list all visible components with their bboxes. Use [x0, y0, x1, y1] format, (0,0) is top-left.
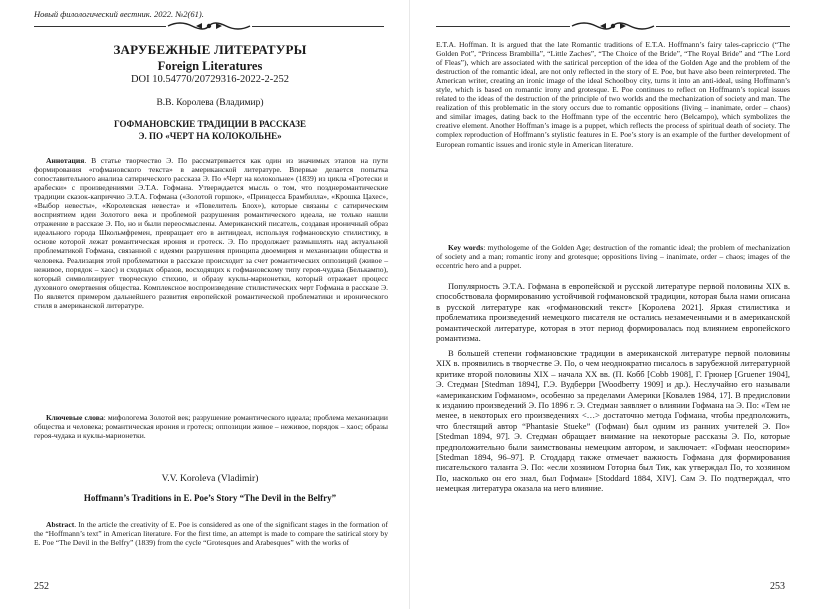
page-gutter	[409, 0, 410, 609]
page-number-left: 252	[34, 581, 49, 592]
keywords-en-label: Key words	[448, 243, 484, 252]
running-head: Новый филологический вестник. 2022. №2(61).	[34, 9, 204, 19]
page-number-right: 253	[770, 581, 785, 592]
abstract-ru-text: . В статье творчество Э. По рассматривается как один из значимых этапов на пути формирования «гофмановского текста» в американской литературе. Впервые делается попытка сопоставительного анализа сатирического рассказа Э. По «Черт на колокольне» (1839) из цикла «Гротески и арабески» с произведениями Э.Т.А. Гофмана. Утверждается мысль о том, что позднеромантические традиции сказок-каприччио Э.Т.А. Гофмана («Золотой горшок», «Принцесса Брамбилла», «Крошка Цахес», «Выбор невесты», «Королевская невеста» и «Повелитель Блох»), которые связаны с сатирическим восприятием идеи Золотого века и проблемой разрушения романтического идеала, не только нашли отражение в рассказе Э. По, но и были переосмыслены. Американский писатель, создавая ироничный образ идеального города Школьмфремен, превращает его в антиидеал, используя гофмановскую стилистику, в основе которой лежат романтическая ирония и гротеск. Э. По продолжает размышлять над актуальной проблематикой Гофмана, связанной с идеями разрушения принципа двоемирия и механизации общества и человека. Реализация этой проблематики в рассказе происходит за счет романтических оппозиций (живое – неживое, порядок – хаос) и сходных образов, восходящих к гофмановскому типу героя-чудака (Белькампо), который символизирует творческую стихию, и образу куклы-марионетки, который отражает процесс духовного омертвения общества. Комплексное воспроизведение стилистических черт Гофмана в рассказе Э. По является примером дальнейшего развития европейской романтической проблематики и иронического стиля в американской литературе.	[34, 156, 388, 310]
doi: DOI 10.54770/20729316-2022-2-252	[130, 74, 290, 85]
section-title-english: Foreign Literatures	[157, 59, 263, 73]
abstract-en-continued: E.T.A. Hoffman. It is argued that the late Romantic traditions of E.T.A. Hoffmann’s fairy tales-capriccio (“The Golden Pot”, “Princess Brambilla”, “Little Zaches”, “The Choice of the Bride”, “The Royal Bride” and “The Lord of Fleas”), which are associated with the satirical perception of the idea of the Golden Age and the problem of the destruction of the romantic ideal, are not only reflected in the story of E. Poe, but have also been reinterpreted. The American writer, creating an ironic image of the ideal Schoolboy city, turns it into an anti-ideal, using Hoffmann’s style, which is based on romantic irony and grotesque. E. Poe continues to reflect on Hoffmann’s topical issues related to the ideas of the destruction of the principle of two worlds and the mechanization of society and man. The realization of this problematic in the story occurs due to romantic oppositions (living – inanimate, order – chaos) and similar images, dating back to the Hoffmann type of the eccentric hero (Belcampo), which symbolizes the creative element. Another Hoffman’s image is a puppet, which reflects the process of spiritual death of society. The complex reproduction of Hoffmann’s stylistic features in E. Poe’s story is an example of the further development of European romantic issues and ironic style in American literature.	[436, 40, 790, 149]
keywords-en-text: : mythologeme of the Golden Age; destruction of the romantic ideal; the problem of mechanization of society and a man; romantic irony and grotesque; oppositions living – inanimate, order – chaos; images of the eccentric hero and a puppet.	[436, 243, 790, 271]
body-paragraph-2: В большей степени гофмановские традиции в американской литературе первой половины XIX в. проявились в творчестве Э. По, о чем неоднократно писалось в зарубежной литературной критике второй половины XIX – начала XX вв. (П. Кобб [Cobb 1908], Г. Грюнер [Gruener 1904], Э. Стедман [Stedman 1894], Г.Э. Вудберри [Woodberry 1909] и др.). Неслучайно его называли «американским Гофманом», особенно за пределами Америки [Ковалев 1984, 17]. В предисловии к изданию произведений Э. По 1896 г. Э. Стедман заявляет о влиянии Гофмана на Э. По: «Тем не менее, в некоторых его произведениях <…> достаточно метода Гофмана, чтобы предположить, что блестящий автор “Phantasie Stueke” (Гофман) был одним из ранних учителей Э. По» [Stedman 1894, 97]. Э. Стедман обращает внимание на некоторые рассказы Э. По, которые предположительно были заимствованы немецким автором, и заключает: «Гофман неоспорим» [Stedman 1894, 96–97]. Р. Стоддард также отмечает важность Гофмана для формирования писательского таланта Э. По: «если хозяином Готорна был Тик, как утверждал По, то хозяином По, насколько он его знал, был Гофман» [Stoddard 1884, XIV]. Сам Э. По подтверждал, что немецкая литература оказала на него влияние.	[436, 348, 790, 494]
ornament-flourish-icon	[570, 20, 656, 32]
keywords-en	[436, 243, 790, 270]
ornament-flourish-icon	[166, 20, 252, 32]
header-ornament-left	[34, 20, 384, 32]
keywords-ru-text: : мифологема Золотой век; разрушение романтического идеала; проблема механизации общества и человека; романтическая ирония и гротеск; оппозиции живое – неживое, порядок – хаос; образы героя-чудака и куклы-марионетки.	[34, 413, 388, 441]
section-title: ЗАРУБЕЖНЫЕ ЛИТЕРАТУРЫ	[113, 42, 307, 57]
article-title-en: Hoffmann’s Traditions in E. Poe’s Story “The Devil in the Belfry”	[83, 493, 337, 503]
keywords-ru-label: Ключевые слова	[46, 413, 104, 422]
author-name-ru: В.В. Королева (Владимир)	[156, 98, 264, 108]
abstract-ru-label: Аннотация	[46, 156, 85, 165]
article-title-ru-line1: ГОФМАНОВСКИЕ ТРАДИЦИИ В РАССКАЗЕ	[113, 119, 307, 129]
abstract-en-start-text: . In the article the creativity of E. Poe is considered as one of the significant stages in the formation of the “Hoffmann’s text” in American literature. For the first time, an attempt is made to compare the satirical story by E. Poe “The Devil in the Belfry” (1839) from the cycle “Grotesques and Arabesques” with the works of	[34, 520, 388, 548]
author-name-en: V.V. Koroleva (Vladimir)	[161, 474, 259, 484]
abstract-en-start	[34, 520, 388, 547]
article-title-ru	[28, 118, 392, 142]
article-title-ru-line2: Э. ПО «ЧЕРТ НА КОЛОКОЛЬНЕ»	[138, 131, 282, 141]
abstract-ru	[34, 156, 388, 310]
header-ornament-right	[436, 20, 790, 32]
abstract-en-label: Abstract	[46, 520, 75, 529]
keywords-ru	[34, 413, 388, 440]
body-paragraph-1: Популярность Э.Т.А. Гофмана в европейской и русской литературе первой половины XIX в. способствовала формированию устойчивой гофмановской традиции, которая была нами описана в русской литературе как «гофмановский текст» [Королева 2021]. Яркая стилистика и проблематика произведений немецкого писателя не остались незамеченными и в американской романтической литературе, которая в этот период формировалась под влиянием европейского романтизма.	[436, 281, 790, 344]
